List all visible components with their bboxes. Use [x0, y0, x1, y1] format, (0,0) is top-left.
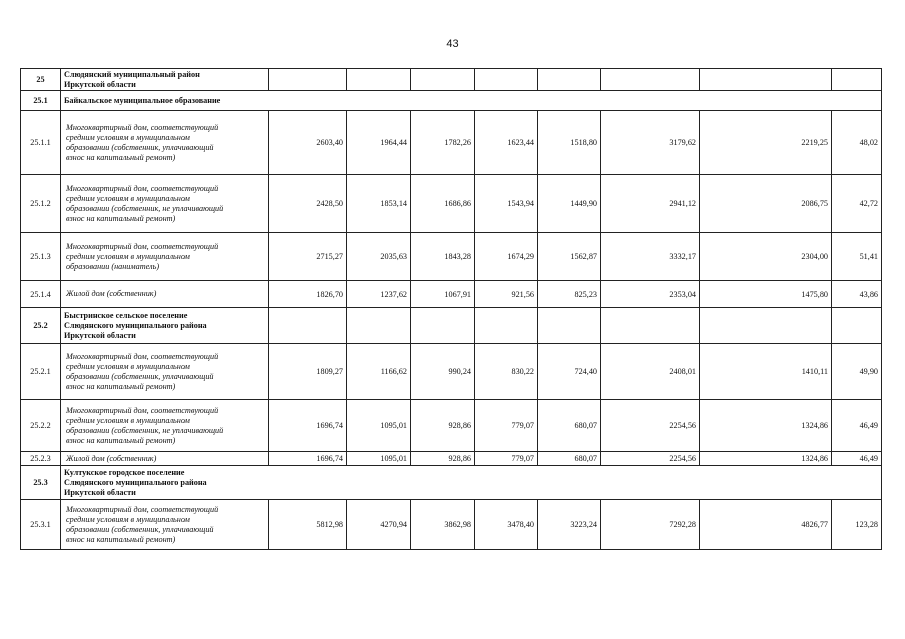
table-row	[21, 281, 882, 308]
empty-value-cell	[347, 308, 411, 344]
value-cell: 1095,01	[347, 400, 411, 452]
value-cell: 680,07	[538, 400, 601, 452]
value-cell: 42,72	[832, 175, 882, 233]
value-cell: 1475,80	[700, 281, 832, 308]
value-cell: 825,23	[538, 281, 601, 308]
row-description-line: средним условиям в муниципальном	[66, 514, 190, 524]
value-cell: 2254,56	[601, 452, 700, 466]
value-cell: 928,86	[411, 452, 475, 466]
empty-value-cell	[832, 308, 882, 344]
row-description-line: Жилой дом (собственник)	[66, 289, 157, 298]
empty-value-cell	[269, 308, 347, 344]
value-cell: 49,90	[832, 344, 882, 400]
section-title	[61, 91, 882, 111]
table-row	[21, 344, 882, 400]
value-cell: 1782,26	[411, 111, 475, 175]
value-cell: 5812,98	[269, 500, 347, 550]
value-cell: 1067,91	[411, 281, 475, 308]
row-description-line: образовании (собственник, не уплачивающий	[66, 425, 224, 435]
empty-value-cell	[700, 69, 832, 91]
tariff-table	[20, 68, 882, 550]
empty-value-cell	[475, 308, 538, 344]
value-cell: 1449,90	[538, 175, 601, 233]
row-code: 25.1.2	[21, 175, 61, 233]
value-cell: 680,07	[538, 452, 601, 466]
section-row	[21, 91, 882, 111]
value-cell: 3179,62	[601, 111, 700, 175]
empty-value-cell	[347, 69, 411, 91]
row-description-line: Многоквартирный дом, соответствующий	[66, 504, 219, 514]
section-row	[21, 69, 882, 91]
value-cell: 1696,74	[269, 400, 347, 452]
value-cell: 46,49	[832, 452, 882, 466]
row-description	[61, 344, 269, 400]
row-description-line: Многоквартирный дом, соответствующий	[66, 351, 219, 361]
value-cell: 779,07	[475, 452, 538, 466]
empty-value-cell	[411, 308, 475, 344]
value-cell: 921,56	[475, 281, 538, 308]
value-cell: 43,86	[832, 281, 882, 308]
value-cell: 3332,17	[601, 233, 700, 281]
empty-value-cell	[538, 308, 601, 344]
row-description-line: средним условиям в муниципальном	[66, 415, 190, 425]
row-description-line: взнос на капитальный ремонт)	[66, 152, 176, 162]
table-row	[21, 111, 882, 175]
row-description	[61, 111, 269, 175]
value-cell: 1324,86	[700, 452, 832, 466]
row-description-line: образовании (собственник, уплачивающий	[66, 142, 214, 152]
row-description-line: взнос на капитальный ремонт)	[66, 435, 176, 445]
section-title-line: Култукское городское поселение	[64, 467, 185, 477]
row-code: 25.3.1	[21, 500, 61, 550]
value-cell: 4270,94	[347, 500, 411, 550]
section-title-line: Байкальское муниципальное образование	[64, 95, 221, 105]
row-description	[61, 452, 269, 466]
value-cell: 1543,94	[475, 175, 538, 233]
section-row	[21, 308, 882, 344]
table-row	[21, 400, 882, 452]
value-cell: 2254,56	[601, 400, 700, 452]
value-cell: 928,86	[411, 400, 475, 452]
section-code: 25.2	[21, 308, 61, 344]
value-cell: 2428,50	[269, 175, 347, 233]
value-cell: 779,07	[475, 400, 538, 452]
value-cell: 46,49	[832, 400, 882, 452]
table-row	[21, 233, 882, 281]
row-code: 25.2.1	[21, 344, 61, 400]
value-cell: 1674,29	[475, 233, 538, 281]
section-title-line: Иркутской области	[64, 330, 136, 340]
value-cell: 1964,44	[347, 111, 411, 175]
row-description	[61, 281, 269, 308]
row-description-line: взнос на капитальный ремонт)	[66, 381, 176, 391]
value-cell: 990,24	[411, 344, 475, 400]
value-cell: 3478,40	[475, 500, 538, 550]
value-cell: 1166,62	[347, 344, 411, 400]
empty-value-cell	[269, 69, 347, 91]
empty-value-cell	[411, 69, 475, 91]
table-row	[21, 500, 882, 550]
empty-value-cell	[700, 308, 832, 344]
row-code: 25.1.3	[21, 233, 61, 281]
row-description	[61, 400, 269, 452]
row-code: 25.1.4	[21, 281, 61, 308]
value-cell: 1696,74	[269, 452, 347, 466]
empty-value-cell	[601, 69, 700, 91]
empty-value-cell	[475, 69, 538, 91]
value-cell: 1324,86	[700, 400, 832, 452]
table-row	[21, 452, 882, 466]
section-title-line: Иркутской области	[64, 487, 136, 497]
row-code: 25.2.3	[21, 452, 61, 466]
value-cell: 724,40	[538, 344, 601, 400]
empty-value-cell	[601, 308, 700, 344]
row-description	[61, 233, 269, 281]
value-cell: 51,41	[832, 233, 882, 281]
row-description-line: средним условиям в муниципальном	[66, 193, 190, 203]
table-body	[21, 69, 882, 550]
value-cell: 7292,28	[601, 500, 700, 550]
row-description-line: Многоквартирный дом, соответствующий	[66, 241, 219, 251]
empty-value-cell	[832, 69, 882, 91]
section-title-line: Иркутской области	[64, 79, 136, 89]
section-code: 25.1	[21, 91, 61, 111]
row-description-line: образовании (собственник, не уплачивающий	[66, 203, 224, 213]
section-title-line: Слюдянский муниципальный район	[64, 69, 200, 79]
section-code: 25	[21, 69, 61, 91]
page-number: 43	[446, 38, 459, 50]
value-cell: 123,28	[832, 500, 882, 550]
value-cell: 1623,44	[475, 111, 538, 175]
value-cell: 1809,27	[269, 344, 347, 400]
value-cell: 2353,04	[601, 281, 700, 308]
row-description-line: Многоквартирный дом, соответствующий	[66, 122, 219, 132]
value-cell: 1843,28	[411, 233, 475, 281]
value-cell: 1562,87	[538, 233, 601, 281]
value-cell: 2086,75	[700, 175, 832, 233]
value-cell: 2304,00	[700, 233, 832, 281]
row-description-line: образовании (собственник, уплачивающий	[66, 371, 214, 381]
row-description	[61, 500, 269, 550]
section-row	[21, 466, 882, 500]
value-cell: 2035,63	[347, 233, 411, 281]
value-cell: 2715,27	[269, 233, 347, 281]
row-description-line: взнос на капитальный ремонт)	[66, 213, 176, 223]
section-title-line: Слюдянского муниципального района	[64, 320, 207, 330]
row-description-line: средним условиям в муниципальном	[66, 132, 190, 142]
row-description-line: образовании (собственник, уплачивающий	[66, 524, 214, 534]
row-code: 25.2.2	[21, 400, 61, 452]
value-cell: 2219,25	[700, 111, 832, 175]
value-cell: 1237,62	[347, 281, 411, 308]
row-description	[61, 175, 269, 233]
value-cell: 1826,70	[269, 281, 347, 308]
value-cell: 1686,86	[411, 175, 475, 233]
row-description-line: образовании (наниматель)	[66, 261, 160, 271]
value-cell: 2603,40	[269, 111, 347, 175]
row-code: 25.1.1	[21, 111, 61, 175]
section-title-line: Слюдянского муниципального района	[64, 477, 207, 487]
value-cell: 3223,24	[538, 500, 601, 550]
value-cell: 3862,98	[411, 500, 475, 550]
row-description-line: взнос на капитальный ремонт)	[66, 534, 176, 544]
section-code: 25.3	[21, 466, 61, 500]
value-cell: 1518,80	[538, 111, 601, 175]
section-title	[61, 466, 882, 500]
table-row	[21, 175, 882, 233]
value-cell: 1095,01	[347, 452, 411, 466]
row-description-line: Многоквартирный дом, соответствующий	[66, 405, 219, 415]
value-cell: 1410,11	[700, 344, 832, 400]
value-cell: 2408,01	[601, 344, 700, 400]
row-description-line: Многоквартирный дом, соответствующий	[66, 183, 219, 193]
section-title	[61, 308, 269, 344]
value-cell: 1853,14	[347, 175, 411, 233]
row-description-line: средним условиям в муниципальном	[66, 361, 190, 371]
section-title	[61, 69, 269, 91]
section-title-line: Быстринское сельское поселение	[64, 310, 188, 320]
row-description-line: средним условиям в муниципальном	[66, 251, 190, 261]
value-cell: 830,22	[475, 344, 538, 400]
empty-value-cell	[538, 69, 601, 91]
row-description-line: Жилой дом (собственник)	[66, 453, 157, 463]
value-cell: 2941,12	[601, 175, 700, 233]
value-cell: 48,02	[832, 111, 882, 175]
value-cell: 4826,77	[700, 500, 832, 550]
